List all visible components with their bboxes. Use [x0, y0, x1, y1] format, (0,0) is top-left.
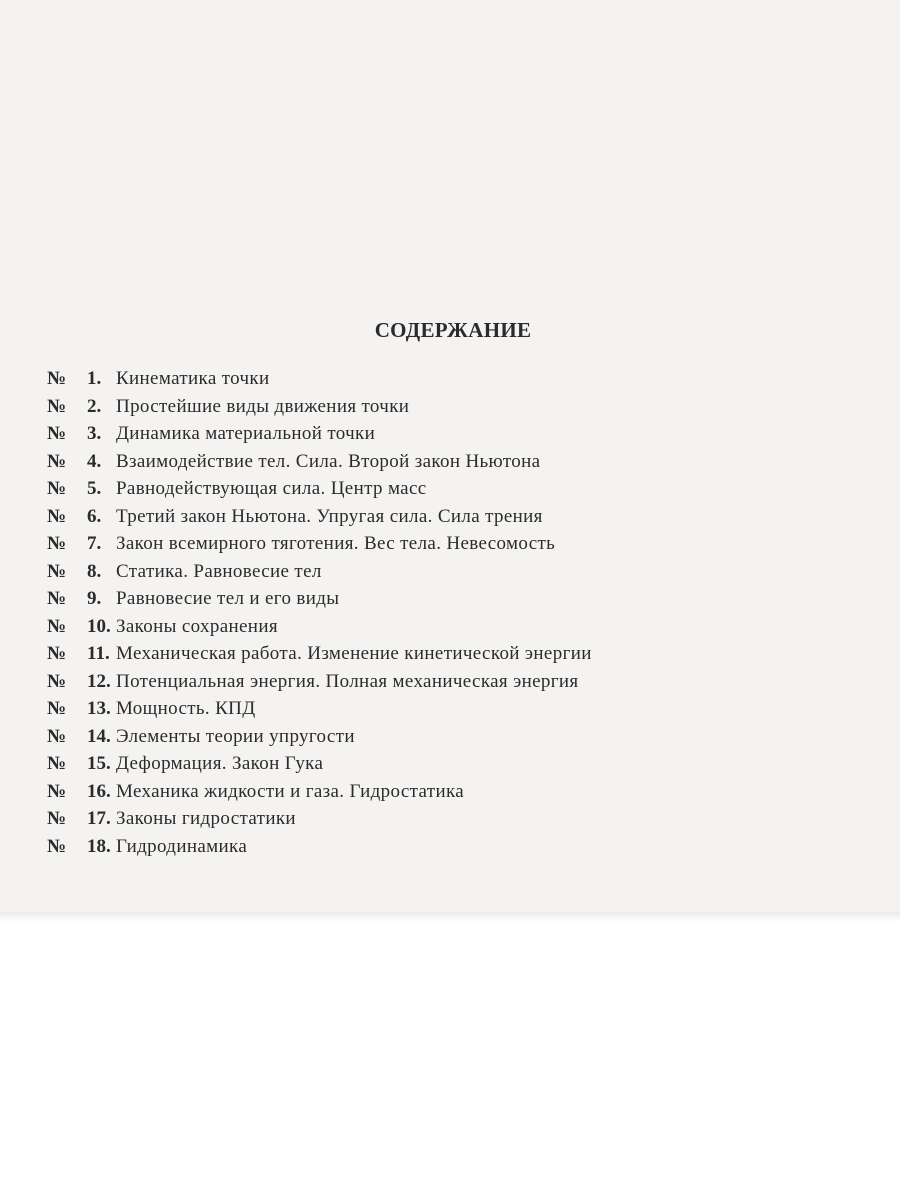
item-title: Взаимодействие тел. Сила. Второй закон Ньютона	[116, 450, 541, 472]
item-number: 17.	[87, 808, 111, 829]
item-number: 4.	[87, 450, 102, 472]
number-sign: №	[47, 835, 67, 857]
number-sign: №	[47, 395, 67, 417]
number-sign: №	[47, 643, 67, 664]
item-title: Гидродинамика	[116, 835, 248, 857]
item-number: 5.	[87, 478, 102, 499]
item-title: Деформация. Закон Гука	[116, 753, 324, 774]
item-number: 1.	[87, 368, 102, 389]
number-sign: №	[47, 560, 67, 582]
item-number: 3.	[87, 423, 102, 444]
number-sign: №	[47, 450, 67, 472]
item-title: Кинематика точки	[116, 368, 270, 389]
number-sign: №	[47, 698, 67, 719]
item-title: Законы гидростатики	[116, 808, 296, 829]
item-title: Закон всемирного тяготения. Вес тела. Невесомость	[116, 533, 556, 554]
item-number: 14.	[87, 725, 111, 747]
contents-heading: СОДЕРЖАНИЕ	[374, 318, 532, 342]
item-title: Третий закон Ньютона. Упругая сила. Сила трения	[116, 505, 543, 527]
number-sign: №	[47, 808, 67, 829]
number-sign: №	[47, 753, 67, 774]
page-bottom-edge	[0, 912, 900, 922]
item-number: 11.	[87, 643, 110, 664]
item-number: 12.	[87, 670, 111, 692]
item-title: Мощность. КПД	[116, 698, 256, 719]
item-number: 13.	[87, 698, 111, 719]
item-number: 18.	[87, 835, 111, 857]
item-number: 16.	[87, 780, 111, 802]
item-number: 10.	[87, 615, 111, 637]
item-title: Законы сохранения	[116, 615, 278, 637]
item-title: Равновесие тел и его виды	[116, 588, 340, 609]
number-sign: №	[47, 478, 67, 499]
number-sign: №	[47, 670, 67, 692]
number-sign: №	[47, 615, 67, 637]
item-title: Статика. Равновесие тел	[116, 560, 322, 582]
item-number: 6.	[87, 505, 102, 527]
item-number: 7.	[87, 533, 102, 554]
item-title: Механическая работа. Изменение кинетической энергии	[116, 643, 592, 664]
number-sign: №	[47, 423, 67, 444]
item-number: 15.	[87, 753, 111, 774]
item-title: Потенциальная энергия. Полная механическая энергия	[116, 670, 579, 692]
item-title: Динамика материальной точки	[116, 423, 376, 444]
number-sign: №	[47, 780, 67, 802]
number-sign: №	[47, 588, 67, 609]
number-sign: №	[47, 533, 67, 554]
item-title: Элементы теории упругости	[116, 725, 355, 747]
item-title: Равнодействующая сила. Центр масс	[116, 478, 427, 499]
number-sign: №	[47, 368, 67, 389]
item-number: 2.	[87, 395, 102, 417]
number-sign: №	[47, 725, 67, 747]
item-number: 8.	[87, 560, 102, 582]
item-title: Механика жидкости и газа. Гидростатика	[116, 780, 465, 802]
item-number: 9.	[87, 588, 102, 609]
item-title: Простейшие виды движения точки	[116, 395, 410, 417]
number-sign: №	[47, 505, 67, 527]
